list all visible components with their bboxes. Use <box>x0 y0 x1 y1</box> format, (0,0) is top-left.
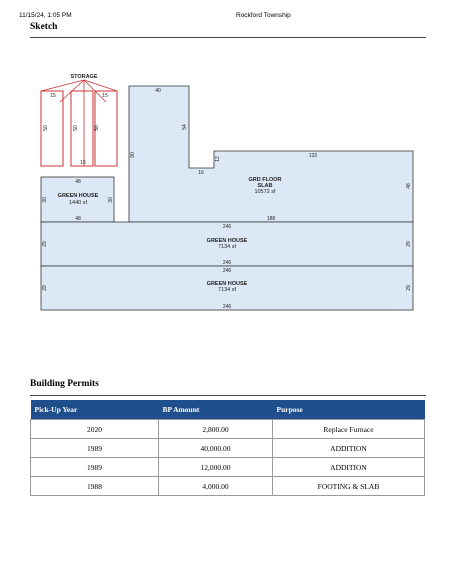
dim-label: 29 <box>406 241 412 247</box>
table-row <box>31 477 425 496</box>
small-green-house-area-text: 1440 sf <box>68 200 88 206</box>
table-row <box>31 458 425 477</box>
green-house-2-area-text: 7134 sf <box>217 287 237 293</box>
grd-floor-label: GRD FLOOR <box>248 177 282 183</box>
table-cell: 1988 <box>31 477 159 496</box>
print-datetime: 11/15/24, 1:05 PM <box>19 12 72 19</box>
sketch-title: Sketch <box>30 22 58 32</box>
table-cell: 4,000.00 <box>159 477 273 496</box>
grd-floor-slab-area <box>129 86 413 222</box>
dim-label: 50 <box>73 125 79 131</box>
table-cell: Replace Furnace <box>273 420 425 439</box>
column-header: Purpose <box>273 400 425 420</box>
green-house-2-label: GREEN HOUSE <box>206 281 248 287</box>
table-cell: 1989 <box>31 439 159 458</box>
permits-title-rule <box>30 395 426 396</box>
dim-label: 50 <box>94 125 100 131</box>
storage-label: STORAGE <box>70 74 98 80</box>
green-house-1-area-text: 7134 sf <box>217 244 237 250</box>
dim-label: 29 <box>42 241 48 247</box>
dim-label: 15 <box>50 93 56 99</box>
building-permits-table <box>30 400 425 496</box>
table-cell: ADDITION <box>273 458 425 477</box>
grd-floor-label-slab: SLAB <box>257 183 273 189</box>
dim-label: 132 <box>308 153 318 159</box>
table-cell: FOOTING & SLAB <box>273 477 425 496</box>
column-header: BP Amount <box>159 400 273 420</box>
green-house-1-label: GREEN HOUSE <box>206 238 248 244</box>
dim-label: 48 <box>406 183 412 189</box>
column-header: Pick-Up Year <box>31 400 159 420</box>
dim-label: 246 <box>222 304 232 310</box>
dim-label: 15 <box>102 93 108 99</box>
table-cell: ADDITION <box>273 439 425 458</box>
dim-label: 16 <box>198 170 204 176</box>
small-green-house-label: GREEN HOUSE <box>57 193 99 199</box>
dim-label: 54 <box>182 124 188 130</box>
permits-title: Building Permits <box>30 379 99 389</box>
dim-label: 50 <box>43 125 49 131</box>
table-cell: 2020 <box>31 420 159 439</box>
dim-label: 246 <box>222 260 232 266</box>
table-row <box>31 420 425 439</box>
dim-label: 15 <box>80 160 86 166</box>
dim-label: 90 <box>130 152 136 158</box>
dim-label: 48 <box>75 216 81 222</box>
site-name: Rockford Township <box>236 12 291 19</box>
table-cell: 12,000.00 <box>159 458 273 477</box>
dim-label: 246 <box>222 268 232 274</box>
dim-label: 48 <box>75 179 81 185</box>
dim-label: 12 <box>215 156 221 162</box>
dim-label: 40 <box>155 88 161 94</box>
dim-label: 188 <box>266 216 276 222</box>
table-cell: 2,800.00 <box>159 420 273 439</box>
dim-label: 30 <box>42 197 48 203</box>
table-header-row <box>31 400 425 420</box>
dim-label: 29 <box>42 285 48 291</box>
table-cell: 1989 <box>31 458 159 477</box>
grd-floor-area-text: 10572 sf <box>254 189 276 195</box>
dim-label: 29 <box>406 285 412 291</box>
dim-label: 246 <box>222 224 232 230</box>
table-row <box>31 439 425 458</box>
dim-label: 30 <box>108 197 114 203</box>
table-cell: 40,000.00 <box>159 439 273 458</box>
